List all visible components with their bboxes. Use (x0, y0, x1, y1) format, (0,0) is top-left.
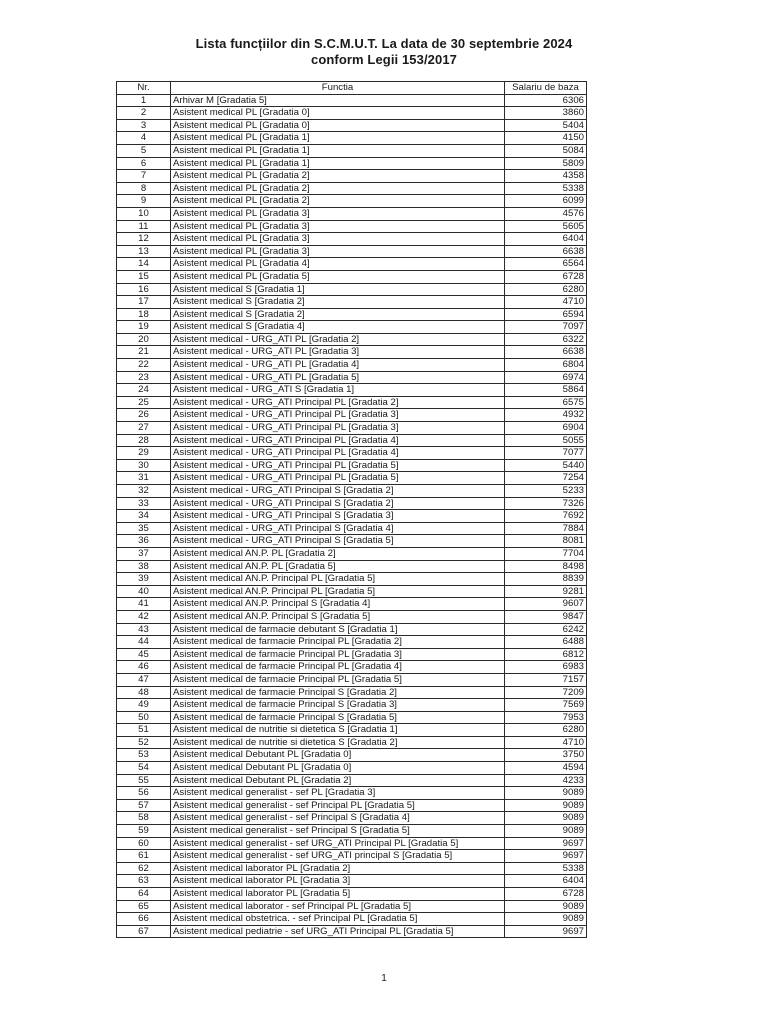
header-functia: Functia (171, 82, 505, 95)
header-nr: Nr. (117, 82, 171, 95)
table-row (117, 837, 587, 850)
row-number: 64 (117, 888, 171, 901)
table-row (117, 522, 587, 535)
row-salary: 6488 (505, 636, 587, 649)
row-number: 36 (117, 535, 171, 548)
table-row (117, 573, 587, 586)
row-function: Asistent medical laborator PL [Gradatia 3] (171, 875, 505, 888)
row-number: 59 (117, 825, 171, 838)
row-salary: 5084 (505, 144, 587, 157)
row-function: Asistent medical AN.P. Principal S [Gradatia 4] (171, 598, 505, 611)
table-row (117, 220, 587, 233)
row-function: Asistent medical AN.P. Principal PL [Gradatia 5] (171, 573, 505, 586)
row-salary: 4358 (505, 170, 587, 183)
row-salary: 6812 (505, 648, 587, 661)
row-function: Asistent medical PL [Gradatia 0] (171, 107, 505, 120)
row-number: 25 (117, 396, 171, 409)
row-salary: 6728 (505, 270, 587, 283)
row-number: 61 (117, 850, 171, 863)
row-function: Asistent medical generalist - sef URG_ATI principal S [Gradatia 5] (171, 850, 505, 863)
row-salary: 5809 (505, 157, 587, 170)
table-row (117, 333, 587, 346)
row-number: 66 (117, 913, 171, 926)
row-number: 42 (117, 610, 171, 623)
row-number: 55 (117, 774, 171, 787)
row-number: 3 (117, 119, 171, 132)
row-function: Asistent medical PL [Gradatia 2] (171, 170, 505, 183)
row-function: Asistent medical de farmacie Principal S [Gradatia 2] (171, 686, 505, 699)
table-row (117, 560, 587, 573)
row-number: 63 (117, 875, 171, 888)
row-number: 20 (117, 333, 171, 346)
row-salary: 6575 (505, 396, 587, 409)
table-row (117, 724, 587, 737)
document-subtitle: conform Legii 153/2017 (311, 52, 457, 67)
table-row (117, 623, 587, 636)
row-number: 6 (117, 157, 171, 170)
row-salary: 7254 (505, 472, 587, 485)
row-function: Asistent medical - URG_ATI S [Gradatia 1] (171, 384, 505, 397)
row-salary: 5338 (505, 182, 587, 195)
row-number: 29 (117, 447, 171, 460)
row-function: Asistent medical - URG_ATI Principal PL [Gradatia 4] (171, 434, 505, 447)
table-row (117, 258, 587, 271)
row-number: 38 (117, 560, 171, 573)
table-row (117, 497, 587, 510)
table-row (117, 434, 587, 447)
table-body (117, 94, 587, 938)
row-number: 32 (117, 485, 171, 498)
row-function: Asistent medical laborator PL [Gradatia 5] (171, 888, 505, 901)
row-function: Asistent medical AN.P. PL [Gradatia 5] (171, 560, 505, 573)
row-function: Asistent medical generalist - sef URG_ATI Principal PL [Gradatia 5] (171, 837, 505, 850)
table-row (117, 547, 587, 560)
row-number: 54 (117, 762, 171, 775)
table-row (117, 346, 587, 359)
row-function: Asistent medical PL [Gradatia 3] (171, 220, 505, 233)
row-number: 50 (117, 711, 171, 724)
row-function: Asistent medical de farmacie Principal PL [Gradatia 2] (171, 636, 505, 649)
table-row (117, 170, 587, 183)
row-function: Asistent medical PL [Gradatia 0] (171, 119, 505, 132)
row-salary: 6280 (505, 283, 587, 296)
row-salary: 9697 (505, 837, 587, 850)
row-salary: 9847 (505, 610, 587, 623)
table-row (117, 711, 587, 724)
row-salary: 6242 (505, 623, 587, 636)
row-number: 9 (117, 195, 171, 208)
row-function: Asistent medical laborator PL [Gradatia 2] (171, 862, 505, 875)
table-row (117, 812, 587, 825)
row-number: 24 (117, 384, 171, 397)
row-salary: 7097 (505, 321, 587, 334)
row-salary: 7157 (505, 673, 587, 686)
row-number: 4 (117, 132, 171, 145)
row-number: 46 (117, 661, 171, 674)
row-function: Asistent medical - URG_ATI Principal S [Gradatia 5] (171, 535, 505, 548)
row-salary: 4710 (505, 736, 587, 749)
row-function: Asistent medical - URG_ATI Principal S [Gradatia 2] (171, 485, 505, 498)
row-salary: 6404 (505, 875, 587, 888)
row-number: 45 (117, 648, 171, 661)
table-row (117, 207, 587, 220)
table-row (117, 636, 587, 649)
row-number: 35 (117, 522, 171, 535)
row-number: 48 (117, 686, 171, 699)
row-number: 34 (117, 510, 171, 523)
row-salary: 3860 (505, 107, 587, 120)
row-salary: 5055 (505, 434, 587, 447)
row-salary: 6306 (505, 94, 587, 107)
row-number: 16 (117, 283, 171, 296)
row-number: 14 (117, 258, 171, 271)
row-number: 52 (117, 736, 171, 749)
row-function: Asistent medical de farmacie Principal PL [Gradatia 3] (171, 648, 505, 661)
row-salary: 7692 (505, 510, 587, 523)
table-row (117, 422, 587, 435)
table-row (117, 132, 587, 145)
row-number: 15 (117, 270, 171, 283)
row-number: 65 (117, 900, 171, 913)
row-function: Asistent medical PL [Gradatia 2] (171, 195, 505, 208)
table-row (117, 308, 587, 321)
row-number: 31 (117, 472, 171, 485)
row-number: 7 (117, 170, 171, 183)
row-salary: 4233 (505, 774, 587, 787)
row-number: 57 (117, 799, 171, 812)
row-number: 49 (117, 699, 171, 712)
row-number: 26 (117, 409, 171, 422)
table-row (117, 749, 587, 762)
row-function: Asistent medical - URG_ATI Principal PL [Gradatia 3] (171, 409, 505, 422)
row-salary: 5440 (505, 459, 587, 472)
table-header-row (117, 82, 587, 95)
table-row (117, 384, 587, 397)
row-number: 27 (117, 422, 171, 435)
row-function: Asistent medical obstetrica. - sef Principal PL [Gradatia 5] (171, 913, 505, 926)
row-salary: 6280 (505, 724, 587, 737)
row-function: Asistent medical AN.P. Principal PL [Gradatia 5] (171, 585, 505, 598)
row-number: 53 (117, 749, 171, 762)
row-number: 40 (117, 585, 171, 598)
row-salary: 6322 (505, 333, 587, 346)
table-row (117, 774, 587, 787)
row-salary: 6594 (505, 308, 587, 321)
row-number: 58 (117, 812, 171, 825)
row-salary: 4594 (505, 762, 587, 775)
table-row (117, 321, 587, 334)
table-row (117, 409, 587, 422)
row-salary: 6099 (505, 195, 587, 208)
row-salary: 7209 (505, 686, 587, 699)
table-row (117, 875, 587, 888)
row-function: Asistent medical S [Gradatia 1] (171, 283, 505, 296)
row-function: Asistent medical AN.P. PL [Gradatia 2] (171, 547, 505, 560)
row-salary: 6904 (505, 422, 587, 435)
row-salary: 9089 (505, 825, 587, 838)
table-row (117, 787, 587, 800)
row-function: Asistent medical AN.P. Principal S [Gradatia 5] (171, 610, 505, 623)
row-salary: 6804 (505, 359, 587, 372)
row-function: Arhivar M [Gradatia 5] (171, 94, 505, 107)
row-function: Asistent medical PL [Gradatia 3] (171, 233, 505, 246)
row-number: 28 (117, 434, 171, 447)
row-function: Asistent medical PL [Gradatia 5] (171, 270, 505, 283)
row-salary: 9089 (505, 812, 587, 825)
row-function: Asistent medical de farmacie debutant S [Gradatia 1] (171, 623, 505, 636)
row-number: 1 (117, 94, 171, 107)
row-salary: 4932 (505, 409, 587, 422)
row-function: Asistent medical PL [Gradatia 1] (171, 157, 505, 170)
table-row (117, 371, 587, 384)
row-number: 60 (117, 837, 171, 850)
row-function: Asistent medical PL [Gradatia 1] (171, 132, 505, 145)
row-number: 5 (117, 144, 171, 157)
row-salary: 6974 (505, 371, 587, 384)
table-row (117, 862, 587, 875)
row-function: Asistent medical pediatrie - sef URG_ATI Principal PL [Gradatia 5] (171, 925, 505, 938)
table-row (117, 585, 587, 598)
row-number: 2 (117, 107, 171, 120)
table-row (117, 535, 587, 548)
row-function: Asistent medical - URG_ATI PL [Gradatia 3] (171, 346, 505, 359)
table-row (117, 182, 587, 195)
row-function: Asistent medical - URG_ATI Principal PL [Gradatia 2] (171, 396, 505, 409)
row-number: 8 (117, 182, 171, 195)
row-salary: 4576 (505, 207, 587, 220)
row-salary: 9089 (505, 799, 587, 812)
row-salary: 9089 (505, 787, 587, 800)
table-row (117, 699, 587, 712)
row-function: Asistent medical Debutant PL [Gradatia 0] (171, 749, 505, 762)
row-number: 10 (117, 207, 171, 220)
row-number: 19 (117, 321, 171, 334)
table-row (117, 283, 587, 296)
row-number: 30 (117, 459, 171, 472)
row-number: 39 (117, 573, 171, 586)
row-function: Asistent medical PL [Gradatia 3] (171, 245, 505, 258)
row-function: Asistent medical - URG_ATI PL [Gradatia 5] (171, 371, 505, 384)
row-salary: 8081 (505, 535, 587, 548)
row-function: Asistent medical de nutritie si dietetica S [Gradatia 2] (171, 736, 505, 749)
row-number: 22 (117, 359, 171, 372)
row-salary: 9607 (505, 598, 587, 611)
row-number: 41 (117, 598, 171, 611)
header-salariu: Salariu de baza (505, 82, 587, 95)
page-number: 1 (381, 973, 387, 984)
row-salary: 6564 (505, 258, 587, 271)
row-function: Asistent medical - URG_ATI Principal PL [Gradatia 5] (171, 472, 505, 485)
row-function: Asistent medical - URG_ATI Principal S [Gradatia 3] (171, 510, 505, 523)
table-row (117, 359, 587, 372)
row-number: 37 (117, 547, 171, 560)
row-salary: 5864 (505, 384, 587, 397)
table-row (117, 900, 587, 913)
row-function: Asistent medical - URG_ATI Principal S [Gradatia 2] (171, 497, 505, 510)
row-salary: 6983 (505, 661, 587, 674)
row-salary: 7326 (505, 497, 587, 510)
table-row (117, 825, 587, 838)
row-salary: 8839 (505, 573, 587, 586)
row-function: Asistent medical laborator - sef Principal PL [Gradatia 5] (171, 900, 505, 913)
table-row (117, 233, 587, 246)
row-function: Asistent medical PL [Gradatia 4] (171, 258, 505, 271)
row-salary: 3750 (505, 749, 587, 762)
row-number: 67 (117, 925, 171, 938)
row-salary: 7953 (505, 711, 587, 724)
row-salary: 7884 (505, 522, 587, 535)
table-row (117, 686, 587, 699)
table-row (117, 850, 587, 863)
row-function: Asistent medical - URG_ATI Principal S [Gradatia 4] (171, 522, 505, 535)
row-number: 12 (117, 233, 171, 246)
table-row (117, 510, 587, 523)
table-row (117, 157, 587, 170)
row-salary: 9697 (505, 850, 587, 863)
table-row (117, 459, 587, 472)
row-function: Asistent medical de farmacie Principal PL [Gradatia 4] (171, 661, 505, 674)
row-function: Asistent medical de farmacie Principal S [Gradatia 5] (171, 711, 505, 724)
row-number: 44 (117, 636, 171, 649)
row-salary: 5404 (505, 119, 587, 132)
row-salary: 9089 (505, 900, 587, 913)
row-function: Asistent medical generalist - sef PL [Gradatia 3] (171, 787, 505, 800)
row-number: 51 (117, 724, 171, 737)
table-row (117, 119, 587, 132)
row-number: 47 (117, 673, 171, 686)
row-function: Asistent medical de nutritie si dietetica S [Gradatia 1] (171, 724, 505, 737)
row-function: Asistent medical - URG_ATI PL [Gradatia 4] (171, 359, 505, 372)
document-title: Lista funcțiilor din S.C.M.U.T. La data de 30 septembrie 2024 (195, 36, 573, 51)
table-row (117, 598, 587, 611)
row-function: Asistent medical PL [Gradatia 1] (171, 144, 505, 157)
row-function: Asistent medical generalist - sef Principal PL [Gradatia 5] (171, 799, 505, 812)
row-salary: 9281 (505, 585, 587, 598)
row-salary: 9089 (505, 913, 587, 926)
row-salary: 9697 (505, 925, 587, 938)
table-row (117, 296, 587, 309)
table-row (117, 736, 587, 749)
table-row (117, 472, 587, 485)
table-row (117, 661, 587, 674)
table-row (117, 648, 587, 661)
row-function: Asistent medical - URG_ATI Principal PL [Gradatia 3] (171, 422, 505, 435)
row-salary: 7077 (505, 447, 587, 460)
row-function: Asistent medical S [Gradatia 2] (171, 296, 505, 309)
row-salary: 6638 (505, 346, 587, 359)
row-number: 18 (117, 308, 171, 321)
row-function: Asistent medical de farmacie Principal PL [Gradatia 5] (171, 673, 505, 686)
row-salary: 6404 (505, 233, 587, 246)
row-function: Asistent medical - URG_ATI Principal PL [Gradatia 4] (171, 447, 505, 460)
table-row (117, 762, 587, 775)
row-function: Asistent medical - URG_ATI PL [Gradatia 2] (171, 333, 505, 346)
row-salary: 6728 (505, 888, 587, 901)
table-row (117, 913, 587, 926)
row-salary: 7704 (505, 547, 587, 560)
row-number: 62 (117, 862, 171, 875)
table-row (117, 925, 587, 938)
row-salary: 5605 (505, 220, 587, 233)
table-row (117, 485, 587, 498)
row-salary: 4710 (505, 296, 587, 309)
row-function: Asistent medical de farmacie Principal S [Gradatia 3] (171, 699, 505, 712)
table-row (117, 610, 587, 623)
row-number: 21 (117, 346, 171, 359)
row-number: 17 (117, 296, 171, 309)
row-salary: 5338 (505, 862, 587, 875)
table-row (117, 195, 587, 208)
row-salary: 4150 (505, 132, 587, 145)
row-number: 33 (117, 497, 171, 510)
row-function: Asistent medical Debutant PL [Gradatia 2] (171, 774, 505, 787)
row-function: Asistent medical generalist - sef Principal S [Gradatia 4] (171, 812, 505, 825)
row-salary: 5233 (505, 485, 587, 498)
table-row (117, 447, 587, 460)
row-function: Asistent medical S [Gradatia 2] (171, 308, 505, 321)
row-number: 13 (117, 245, 171, 258)
row-salary: 8498 (505, 560, 587, 573)
row-function: Asistent medical Debutant PL [Gradatia 0] (171, 762, 505, 775)
table-row (117, 94, 587, 107)
row-number: 56 (117, 787, 171, 800)
table-row (117, 396, 587, 409)
row-salary: 7569 (505, 699, 587, 712)
row-number: 43 (117, 623, 171, 636)
table-row (117, 144, 587, 157)
table-row (117, 270, 587, 283)
row-function: Asistent medical S [Gradatia 4] (171, 321, 505, 334)
row-function: Asistent medical PL [Gradatia 2] (171, 182, 505, 195)
table-row (117, 673, 587, 686)
row-number: 23 (117, 371, 171, 384)
salary-table (116, 81, 587, 938)
table-row (117, 888, 587, 901)
row-function: Asistent medical - URG_ATI Principal PL [Gradatia 5] (171, 459, 505, 472)
row-salary: 6638 (505, 245, 587, 258)
table-row (117, 245, 587, 258)
table-row (117, 107, 587, 120)
row-function: Asistent medical PL [Gradatia 3] (171, 207, 505, 220)
row-number: 11 (117, 220, 171, 233)
row-function: Asistent medical generalist - sef Principal S [Gradatia 5] (171, 825, 505, 838)
table-row (117, 799, 587, 812)
